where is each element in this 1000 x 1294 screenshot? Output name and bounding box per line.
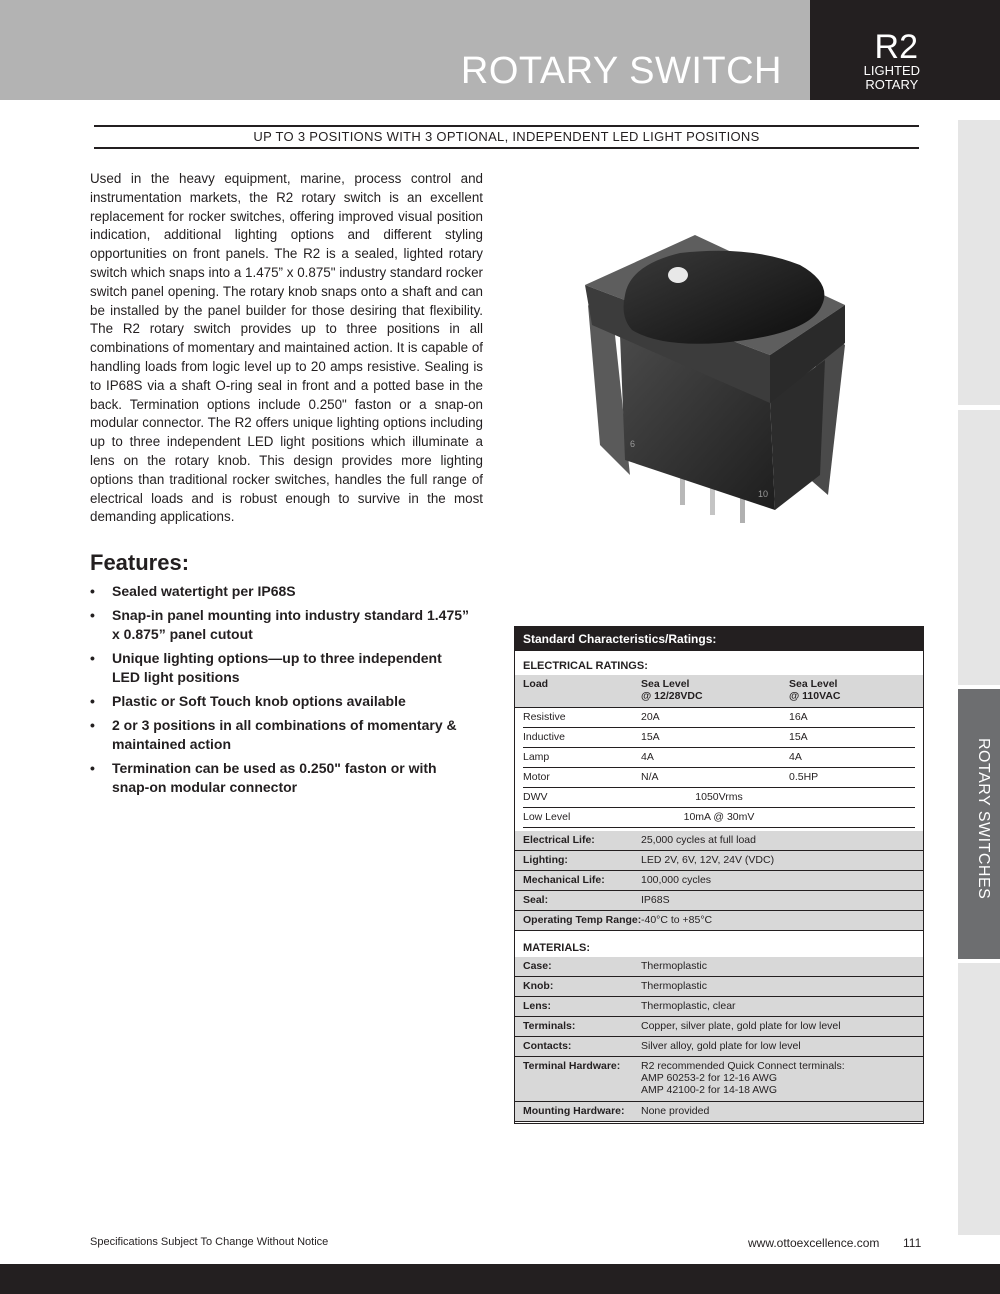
table-row — [523, 768, 915, 788]
ratings-header-row — [515, 675, 923, 708]
terminal-hw-line-1: R2 recommended Quick Connect terminals: — [641, 1060, 845, 1072]
spec-value: IP68S — [641, 894, 670, 906]
cell: 1050Vrms — [695, 791, 743, 803]
spec-value: -40°C to +85°C — [641, 914, 713, 926]
cell: Lamp — [523, 751, 550, 763]
feature-item — [90, 606, 470, 644]
product-code-sub-line-2: ROTARY — [865, 77, 919, 92]
material-row — [515, 957, 923, 977]
material-value: Thermoplastic — [641, 980, 707, 992]
electrical-ratings-label: ELECTRICAL RATINGS: — [523, 660, 648, 672]
spec-row — [515, 851, 923, 871]
materials-label: MATERIALS: — [523, 942, 591, 954]
table-row — [523, 708, 915, 728]
col-dc-line-1: Sea Level — [641, 678, 690, 690]
material-key: Contacts: — [523, 1040, 572, 1052]
material-value: Thermoplastic, clear — [641, 1000, 736, 1012]
subtitle-rule-bottom — [94, 147, 919, 149]
cell: Resistive — [523, 711, 566, 723]
feature-text: 2 or 3 positions in all combinations of momentary & maintained action — [112, 717, 457, 752]
material-row — [515, 1057, 923, 1102]
material-value: Silver alloy, gold plate for low level — [641, 1040, 801, 1052]
material-key: Knob: — [523, 980, 554, 992]
terminal-mark-6: 6 — [630, 439, 636, 449]
spec-row — [515, 911, 923, 931]
page-number: 111 — [903, 1236, 922, 1250]
header-bar — [0, 0, 810, 100]
product-code-sub — [864, 64, 920, 92]
spec-row — [515, 871, 923, 891]
col-dc — [641, 678, 703, 702]
table-row — [523, 748, 915, 768]
spec-key: Operating Temp Range: — [523, 914, 642, 926]
bullet: • — [90, 717, 95, 733]
terminal-hw-line-2: AMP 60253-2 for 12-16 AWG — [641, 1072, 777, 1084]
page-title: ROTARY SWITCH — [460, 50, 782, 92]
feature-item — [90, 582, 470, 601]
feature-text: Unique lighting options—up to three independent LED light positions — [112, 650, 442, 685]
terminal-hw-line-3: AMP 42100-2 for 14-18 AWG — [641, 1084, 777, 1096]
spec-row — [515, 891, 923, 911]
footer-notice: Specifications Subject To Change Without Notice — [90, 1236, 329, 1248]
terminal-mark-10: 10 — [758, 489, 769, 499]
material-value: Copper, silver plate, gold plate for low level — [641, 1020, 841, 1032]
material-key: Terminal Hardware: — [523, 1060, 621, 1072]
spec-key: Seal: — [523, 894, 549, 906]
table-row — [523, 728, 915, 748]
cell: 15A — [789, 731, 808, 743]
feature-text: Termination can be used as 0.250" faston or with snap-on modular connector — [112, 760, 437, 795]
feature-item — [90, 716, 470, 754]
cell: 15A — [641, 731, 660, 743]
table-row — [523, 788, 915, 808]
cell: 4A — [789, 751, 802, 763]
section-tab[interactable] — [958, 963, 1000, 1235]
col-ac — [789, 678, 841, 702]
product-photo — [570, 225, 860, 555]
col-ac-line-1: Sea Level — [789, 678, 838, 690]
bullet: • — [90, 693, 95, 709]
spec-value: 25,000 cycles at full load — [641, 834, 756, 846]
section-tab-label: ROTARY SWITCHES — [975, 738, 992, 900]
subtitle: UP TO 3 POSITIONS WITH 3 OPTIONAL, INDEPENDENT LED LIGHT POSITIONS — [253, 129, 760, 144]
table-row — [523, 808, 915, 828]
cell: Inductive — [523, 731, 566, 743]
cell: 4A — [641, 751, 654, 763]
feature-text: Snap-in panel mounting into industry standard 1.475” x 0.875” panel cutout — [112, 607, 470, 642]
footer-bar — [0, 1264, 1000, 1294]
spec-key: Lighting: — [523, 854, 568, 866]
cell: 20A — [641, 711, 660, 723]
material-value — [641, 1060, 845, 1096]
spec-key: Electrical Life: — [523, 834, 595, 846]
product-code-box — [810, 0, 1000, 100]
knob-led-lens — [668, 267, 688, 283]
feature-item — [90, 759, 470, 797]
features-heading: Features: — [90, 550, 190, 575]
product-code-sub-line-1: LIGHTED — [863, 63, 920, 78]
bullet: • — [90, 583, 95, 599]
cell: 16A — [789, 711, 808, 723]
cell: DWV — [523, 791, 548, 803]
cell: Low Level — [523, 811, 571, 823]
feature-item — [90, 649, 470, 687]
col-dc-line-2: @ 12/28VDC — [641, 690, 703, 702]
col-ac-line-2: @ 110VAC — [789, 690, 841, 702]
cell: Motor — [523, 771, 550, 783]
material-value: None provided — [641, 1105, 710, 1117]
spec-value: 100,000 cycles — [641, 874, 712, 886]
bullet: • — [90, 760, 95, 776]
bullet: • — [90, 607, 95, 623]
spec-row — [515, 831, 923, 851]
feature-text: Sealed watertight per IP68S — [112, 583, 296, 599]
section-tab[interactable] — [958, 120, 1000, 405]
cell: N/A — [641, 771, 659, 783]
cell: 10mA @ 30mV — [683, 811, 755, 823]
material-row — [515, 977, 923, 997]
material-key: Case: — [523, 960, 552, 972]
col-load: Load — [523, 678, 549, 690]
bullet: • — [90, 650, 95, 666]
section-tabs — [958, 120, 1000, 1235]
spec-value: LED 2V, 6V, 12V, 24V (VDC) — [641, 854, 775, 866]
material-key: Lens: — [523, 1000, 552, 1012]
section-tab[interactable] — [958, 410, 1000, 685]
table-title: Standard Characteristics/Ratings: — [515, 627, 923, 651]
footer-url[interactable]: www.ottoexcellence.com — [748, 1236, 880, 1250]
intro-paragraph: Used in the heavy equipment, marine, process control and instrumentation markets, the R2 rotary switch is an excellent replacement for rocker switches, offering improved visual position indication, additional lighting options and different styling opportunities on front panels. The R2 is a sealed, lighted rotary switch which snaps into a 1.475” x 0.875" industry standard rocker switch panel opening. The rotary knob snaps onto a shaft and can be installed by the panel builder for those desiring that flexibility. The R2 rotary switch provides up to three positions in all combinations of momentary and maintained action. It is capable of handling loads from logic level up to 20 amps resistive. Sealing is to IP68S via a shaft O-ring seal in front and a potted base in the back. Termination options include 0.250" faston or a snap-on modular connector. The R2 offers unique lighting options including up to three independent LED light positions which illuminate a lens on the rotary knob. This design provides more lighting options than traditional rocker switches, handles the full range of electrical loads and is robust enough to survive in the most demanding applications. — [90, 171, 484, 525]
material-key: Terminals: — [523, 1020, 576, 1032]
subtitle-rule-top — [94, 125, 919, 127]
feature-item — [90, 692, 470, 711]
ratings-table — [514, 626, 924, 1124]
cell: 0.5HP — [789, 771, 819, 783]
material-row — [515, 1017, 923, 1037]
product-code: R2 — [874, 28, 918, 66]
material-key: Mounting Hardware: — [523, 1105, 625, 1117]
material-row — [515, 1037, 923, 1057]
material-value: Thermoplastic — [641, 960, 707, 972]
material-row — [515, 997, 923, 1017]
material-row — [515, 1102, 923, 1122]
features-list — [90, 582, 470, 802]
spec-key: Mechanical Life: — [523, 874, 605, 886]
feature-text: Plastic or Soft Touch knob options available — [112, 693, 406, 709]
